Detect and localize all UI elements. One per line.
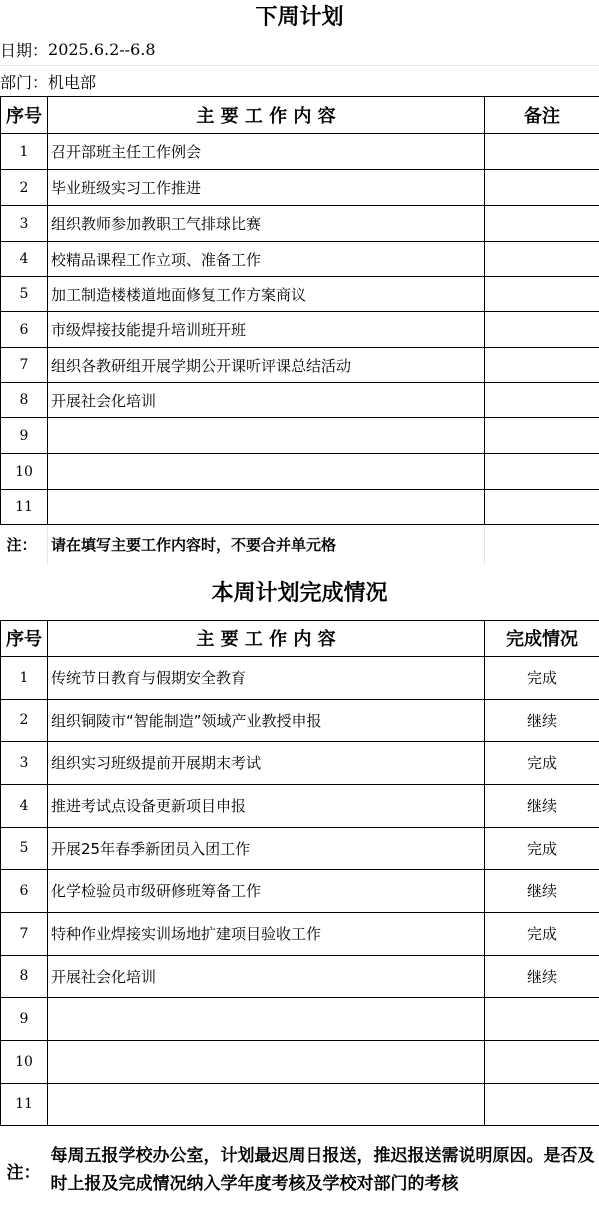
- plan-note-label: 注：: [1, 525, 48, 565]
- row-text: [48, 1040, 485, 1083]
- plan-table: [0, 96, 599, 565]
- done-note-text: 每周五报学校办公室，计划最迟周日报送，推迟报送需说明原因。是否及时上报及完成情况纳入学年度考核及学校对部门的考核: [50, 1146, 595, 1195]
- date-row: [0, 34, 599, 66]
- row-no: 1: [1, 656, 48, 699]
- row-status: 继续: [485, 699, 599, 741]
- row-note: [485, 418, 599, 454]
- plan-note-blank: [485, 525, 599, 565]
- table-row: [1, 656, 599, 699]
- row-status: [485, 1083, 599, 1125]
- row-note: [485, 242, 599, 277]
- row-text: 召开部班主任工作例会: [48, 134, 485, 170]
- row-no: 9: [1, 418, 48, 454]
- row-text: 校精品课程工作立项、准备工作: [48, 242, 485, 277]
- row-no: 2: [1, 170, 48, 206]
- row-no: 6: [1, 869, 48, 912]
- dept-value: 机电部: [48, 72, 97, 92]
- row-text: 组织铜陵市“智能制造”领域产业教授申报: [48, 699, 485, 741]
- row-status: 完成: [485, 912, 599, 955]
- row-no: 1: [1, 134, 48, 170]
- row-text: 加工制造楼楼道地面修复工作方案商议: [48, 277, 485, 312]
- row-no: 8: [1, 383, 48, 418]
- header-no: 序号: [1, 620, 48, 656]
- row-text: 特种作业焊接实训场地扩建项目验收工作: [48, 912, 485, 955]
- row-no: 3: [1, 206, 48, 242]
- header-note: 备注: [485, 97, 599, 134]
- row-text: [48, 490, 485, 525]
- row-no: 3: [1, 741, 48, 784]
- row-no: 4: [1, 242, 48, 277]
- row-text: [48, 454, 485, 490]
- row-no: 6: [1, 312, 48, 348]
- table-row: [1, 454, 599, 490]
- row-text: 化学检验员市级研修班筹备工作: [48, 869, 485, 912]
- date-label: 日期：: [0, 41, 49, 60]
- row-no: 11: [1, 1083, 48, 1125]
- done-header-row: [1, 620, 599, 656]
- row-note: [485, 454, 599, 490]
- header-no: 序号: [1, 97, 48, 134]
- row-text: 开展社会化培训: [48, 383, 485, 418]
- row-no: 9: [1, 997, 48, 1040]
- header-content: 主 要 工 作 内 容: [48, 620, 485, 656]
- row-no: 5: [1, 277, 48, 312]
- dept-label: 部门：: [0, 72, 49, 92]
- row-status: 完成: [485, 656, 599, 699]
- table-row: [1, 490, 599, 525]
- row-status: 继续: [485, 784, 599, 827]
- plan-note-text: 请在填写主要工作内容时，不要合并单元格: [51, 536, 337, 555]
- table-row: [1, 277, 599, 312]
- row-text: 毕业班级实习工作推进: [48, 170, 485, 206]
- plan-note-row: [1, 525, 599, 565]
- table-row: [1, 784, 599, 827]
- table-row: [1, 869, 599, 912]
- done-table: [0, 620, 599, 1216]
- row-text: 开展25年春季新团员入团工作: [48, 827, 485, 869]
- row-no: 11: [1, 490, 48, 525]
- plan-title: 下周计划: [255, 5, 344, 30]
- row-no: 10: [1, 1040, 48, 1083]
- row-status: 继续: [485, 869, 599, 912]
- row-text: [48, 1083, 485, 1125]
- table-row: [1, 348, 599, 383]
- row-note: [485, 277, 599, 312]
- table-row: [1, 312, 599, 348]
- row-note: [485, 170, 599, 206]
- row-note: [485, 490, 599, 525]
- row-text: 组织各教研组开展学期公开课听评课总结活动: [48, 348, 485, 383]
- done-note-row: [1, 1125, 599, 1215]
- row-text: 传统节日教育与假期安全教育: [48, 656, 485, 699]
- row-note: [485, 206, 599, 242]
- row-no: 7: [1, 912, 48, 955]
- table-row: [1, 134, 599, 170]
- row-no: 2: [1, 699, 48, 741]
- row-note: [485, 312, 599, 348]
- table-row: [1, 1040, 599, 1083]
- row-status: 继续: [485, 955, 599, 997]
- row-no: 10: [1, 454, 48, 490]
- row-note: [485, 134, 599, 170]
- done-note-label: 注：: [6, 1162, 41, 1183]
- table-row: [1, 741, 599, 784]
- table-row: [1, 383, 599, 418]
- dept-row: [0, 66, 599, 96]
- row-status: [485, 1040, 599, 1083]
- table-row: [1, 997, 599, 1040]
- plan-header-row: [1, 97, 599, 134]
- table-row: [1, 912, 599, 955]
- done-title: 本周计划完成情况: [211, 580, 388, 606]
- table-row: [1, 699, 599, 741]
- row-no: 8: [1, 955, 48, 997]
- row-no: 4: [1, 784, 48, 827]
- row-text: 组织实习班级提前开展期末考试: [48, 741, 485, 784]
- row-text: [48, 418, 485, 454]
- table-row: [1, 827, 599, 869]
- row-text: 组织教师参加教职工气排球比赛: [48, 206, 485, 242]
- row-text: [48, 997, 485, 1040]
- row-no: 5: [1, 827, 48, 869]
- row-status: 完成: [485, 741, 599, 784]
- row-no: 7: [1, 348, 48, 383]
- table-row: [1, 206, 599, 242]
- row-note: [485, 348, 599, 383]
- row-text: 市级焊接技能提升培训班开班: [48, 312, 485, 348]
- row-text: 推进考试点设备更新项目申报: [48, 784, 485, 827]
- table-row: [1, 242, 599, 277]
- table-row: [1, 418, 599, 454]
- row-text: 开展社会化培训: [48, 955, 485, 997]
- row-status: [485, 997, 599, 1040]
- table-row: [1, 170, 599, 206]
- header-status: 完成情况: [485, 620, 599, 656]
- table-row: [1, 1083, 599, 1125]
- header-content: 主 要 工 作 内 容: [48, 97, 485, 134]
- row-note: [485, 383, 599, 418]
- table-row: [1, 955, 599, 997]
- date-value: 2025.6.2--6.8: [48, 40, 156, 59]
- row-status: 完成: [485, 827, 599, 869]
